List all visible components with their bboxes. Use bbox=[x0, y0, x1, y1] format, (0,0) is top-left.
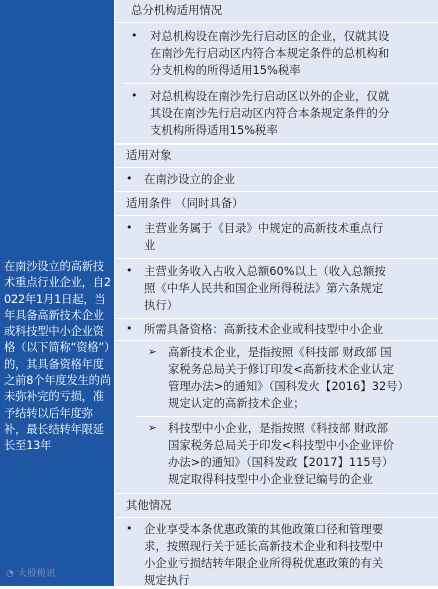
hq-item-1-line-1: 对总机构设在南沙先行启动区的企业，仅就其设 bbox=[150, 29, 390, 43]
other-heading: 其他情况 bbox=[126, 498, 172, 512]
sub-item-2-line-2: 国家税务总局关于印发<科技型中小企业评价 bbox=[168, 438, 394, 452]
arrow-bullet-icon: ➢ bbox=[148, 346, 157, 358]
condition-2-line-2: 照《中华人民共和国企业所得税法》第六条规定 bbox=[144, 281, 384, 295]
watermark bbox=[6, 566, 56, 579]
arrow-bullet-icon: ➢ bbox=[148, 422, 157, 434]
other-item-line-3: 小企业亏损结转年限企业所得税优惠政策的有关 bbox=[144, 556, 384, 570]
condition-3-line-1: 所需具备资格：高新技术企业或科技型中小企业 bbox=[144, 322, 384, 336]
other-item-line-1: 企业享受本条优惠政策的其他政策口径和管理要 bbox=[144, 522, 384, 536]
left-cell bbox=[0, 0, 114, 586]
headquarters-section bbox=[114, 0, 438, 143]
headquarters-heading: 总分机构适用情况 bbox=[131, 3, 223, 17]
bullet-icon: • bbox=[126, 264, 133, 277]
bullet-icon: • bbox=[126, 221, 133, 234]
sub-item-1-line-1: 高新技术企业，是指按照《科技部 财政部 国 bbox=[168, 345, 392, 359]
loss-carryforward-section bbox=[114, 143, 438, 586]
condition-1-line-1: 主营业务属于《目录》中规定的高新技术重点行 bbox=[144, 221, 384, 235]
hq-item-1-line-2: 在南沙先行启动区内符合本规定条件的总机构和 bbox=[150, 46, 390, 60]
sub-item-2-line-3: 办法>的通知》（国科发政【2017】115号） bbox=[168, 455, 394, 469]
divider bbox=[122, 83, 438, 84]
conditions-heading: 适用条件 （同时具备） bbox=[126, 196, 244, 210]
hq-item-2-line-3: 支机构所得适用15%税率 bbox=[150, 123, 278, 137]
divider bbox=[136, 416, 438, 417]
scope-item: 在南沙设立的企业 bbox=[144, 172, 236, 186]
watermark-text: 大殷税讯 bbox=[17, 569, 56, 579]
condition-2-line-1: 主营业务收入占收入总额60%以上（收入总额按 bbox=[144, 264, 386, 278]
left-cell-text: 在南沙设立的高新技术重点行业企业，自2022年1月1日起，当年具备高新技术企业或科技型中小企业资格（以下简称“资格”）的，其具备资格年度之前8个年度发生的尚未弥补完的亏损，准予结转以后年度弥补，最长结转年限延长至13年 bbox=[4, 260, 111, 453]
section-divider bbox=[114, 143, 438, 145]
sub-item-2-line-4: 规定取得科技型中小企业登记编号的企业 bbox=[168, 472, 374, 486]
bullet-icon: • bbox=[126, 322, 133, 335]
condition-2-line-3: 执行） bbox=[144, 298, 179, 312]
sub-item-1-line-2: 家税务总局关于修订印发<高新技术企业认定 bbox=[168, 362, 394, 376]
condition-1-line-2: 业 bbox=[144, 238, 156, 252]
bullet-icon: • bbox=[126, 172, 133, 185]
sub-item-1-line-3: 管理办法>的通知》（国科发火【2016】32号） bbox=[168, 379, 409, 393]
other-item-line-2: 求，按照现行关于延长高新技术企业和科技型中 bbox=[144, 539, 384, 553]
bullet-icon: • bbox=[131, 29, 138, 42]
divider bbox=[114, 318, 438, 319]
divider bbox=[114, 215, 438, 216]
divider bbox=[114, 22, 438, 23]
sub-item-2-line-1: 科技型中小企业，是指按照《科技部 财政部 bbox=[168, 421, 389, 435]
right-column bbox=[114, 0, 438, 586]
hq-item-2-line-2: 其设在南沙先行启动区内符合本条规定条件的分 bbox=[150, 106, 390, 120]
watermark-logo-icon: ◔ bbox=[6, 569, 15, 579]
divider bbox=[114, 517, 438, 518]
divider bbox=[114, 340, 438, 341]
other-item-line-4: 规定执行 bbox=[144, 573, 190, 587]
sub-item-1-line-4: 规定认定的高新技术企业； bbox=[168, 396, 305, 410]
hq-item-2-line-1: 对总机构设在南沙先行启动区以外的企业，仅就 bbox=[150, 89, 390, 103]
column-divider bbox=[114, 0, 115, 586]
divider bbox=[114, 493, 438, 494]
divider bbox=[114, 258, 438, 259]
hq-item-1-line-3: 分支机构的所得适用15%税率 bbox=[150, 63, 301, 77]
bullet-icon: • bbox=[131, 89, 138, 102]
divider bbox=[114, 167, 438, 168]
bullet-icon: • bbox=[126, 522, 133, 535]
divider bbox=[114, 191, 438, 192]
scope-heading: 适用对象 bbox=[126, 148, 172, 162]
